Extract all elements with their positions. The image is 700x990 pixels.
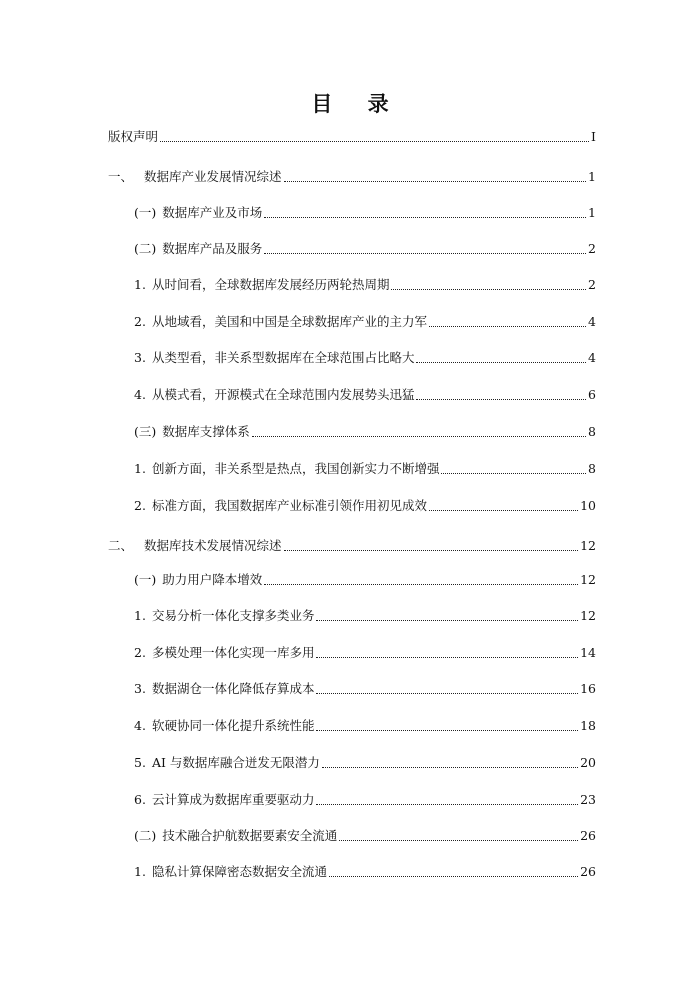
toc-entry[interactable] (134, 791, 596, 809)
toc-entry[interactable] (134, 607, 596, 625)
toc-entry-page: 10 (580, 498, 596, 513)
toc-entry-label: 创新方面，非关系型是热点，我国创新实力不断增强 (151, 461, 440, 476)
toc-entry[interactable] (134, 204, 596, 222)
toc-leader-dots (339, 828, 578, 841)
toc-entry-label: 版权声明 (108, 129, 159, 144)
toc-entry[interactable] (134, 571, 596, 589)
toc-entry-page: 8 (588, 424, 596, 439)
toc-entry-page: 20 (580, 755, 596, 770)
toc-entry-page: 23 (580, 792, 596, 807)
toc-entry-page: I (591, 129, 596, 144)
toc-entry-page: 26 (580, 828, 596, 843)
toc-leader-dots (316, 681, 578, 694)
toc-entry-label: 交易分析一体化支撑多类业务 (151, 608, 315, 623)
toc-entry-number: (一) (134, 572, 157, 587)
toc-entry-number: 2. (134, 314, 146, 329)
toc-leader-dots (316, 792, 578, 805)
toc-entry[interactable] (134, 717, 596, 735)
toc-entry-number: 1. (134, 864, 146, 879)
toc-entry-page: 8 (588, 461, 596, 476)
toc-entry-page: 4 (588, 314, 596, 329)
toc-entry-number: 6. (134, 792, 146, 807)
toc-entry-number: 3. (134, 350, 146, 365)
toc-entry-number: 一、 (108, 169, 134, 184)
toc-entry-page: 14 (580, 645, 596, 660)
toc-entry-label: 技术融合护航数据要素安全流通 (162, 828, 338, 843)
toc-leader-dots (264, 205, 586, 218)
toc-entry-number: 2. (134, 498, 146, 513)
toc-entry-page: 6 (588, 387, 596, 402)
toc-entry-page: 26 (580, 864, 596, 879)
toc-leader-dots (391, 277, 586, 290)
toc-entry-label: AI 与数据库融合迸发无限潜力 (151, 755, 320, 770)
toc-entry[interactable] (134, 276, 596, 294)
toc-entry-page: 12 (580, 608, 596, 623)
toc-entry-number: 二、 (108, 538, 134, 553)
toc-entry-number: (三) (134, 424, 157, 439)
toc-entry-label: 隐私计算保障密态数据安全流通 (151, 864, 327, 879)
toc-entry-page: 12 (580, 572, 596, 587)
toc-leader-dots (329, 864, 578, 877)
toc-entry[interactable] (134, 460, 596, 478)
toc-entry-page: 16 (580, 681, 596, 696)
toc-leader-dots (284, 538, 579, 551)
toc-leader-dots (284, 169, 587, 182)
toc-leader-dots (316, 718, 578, 731)
toc-entry-label: 软硬协同一体化提升系统性能 (151, 718, 315, 733)
toc-leader-dots (264, 572, 578, 585)
toc-entry-label: 数据库产业发展情况综述 (144, 169, 282, 184)
toc-entry[interactable] (134, 240, 596, 258)
toc-entry-page: 12 (580, 538, 596, 553)
toc-entry[interactable] (108, 168, 596, 186)
toc-entry-number: (一) (134, 205, 157, 220)
toc-leader-dots (322, 755, 578, 768)
toc-entry-page: 2 (588, 277, 596, 292)
toc-entry-number: 1. (134, 608, 146, 623)
toc-entry-label: 标准方面，我国数据库产业标准引领作用初见成效 (151, 498, 427, 513)
toc-entry-label: 从类型看，非关系型数据库在全球范围占比略大 (151, 350, 415, 365)
toc-entry[interactable] (134, 497, 596, 515)
toc-entry-label: 多模处理一体化实现一库多用 (151, 645, 315, 660)
toc-entry-label: 从模式看，开源模式在全球范围内发展势头迅猛 (151, 387, 415, 402)
toc-entry-page: 1 (588, 205, 596, 220)
toc-entry-label: 助力用户降本增效 (162, 572, 263, 587)
toc-leader-dots (252, 424, 586, 437)
toc-leader-dots (316, 608, 578, 621)
toc-entry[interactable] (108, 537, 596, 555)
toc-entry-label: 数据湖仓一体化降低存算成本 (151, 681, 315, 696)
toc-entry[interactable] (134, 644, 596, 662)
toc-leader-dots (416, 387, 586, 400)
toc-entry-page: 1 (588, 169, 596, 184)
toc-entry-number: 1. (134, 461, 146, 476)
toc-leader-dots (316, 645, 578, 658)
toc-entry[interactable] (134, 827, 596, 845)
toc-entry-number: 3. (134, 681, 146, 696)
toc-entry[interactable] (134, 680, 596, 698)
page-title: 目 录 (311, 92, 403, 116)
toc-entry-number: 1. (134, 277, 146, 292)
toc-entry[interactable] (108, 128, 596, 146)
toc-entry-label: 数据库支撑体系 (162, 424, 250, 439)
toc-entry-number: 5. (134, 755, 146, 770)
toc-entry[interactable] (134, 313, 596, 331)
toc-entry-number: (二) (134, 241, 157, 256)
toc-entry-label: 数据库产品及服务 (162, 241, 263, 256)
toc-entry[interactable] (134, 863, 596, 881)
toc-entry-page: 18 (580, 718, 596, 733)
toc-leader-dots (429, 314, 586, 327)
toc-entry-label: 从地域看，美国和中国是全球数据库产业的主力军 (151, 314, 427, 329)
toc-entry-page: 4 (588, 350, 596, 365)
toc-entry-label: 数据库产业及市场 (162, 205, 263, 220)
toc-entry-page: 2 (588, 241, 596, 256)
toc-leader-dots (429, 498, 578, 511)
toc-entry[interactable] (134, 349, 596, 367)
toc-entry[interactable] (134, 386, 596, 404)
toc-entry-number: 2. (134, 645, 146, 660)
toc-entry-number: 4. (134, 387, 146, 402)
toc-leader-dots (416, 350, 586, 363)
toc-entry-number: 4. (134, 718, 146, 733)
toc-leader-dots (160, 129, 589, 142)
toc-leader-dots (264, 241, 586, 254)
toc-entry[interactable] (134, 423, 596, 441)
toc-entry-label: 数据库技术发展情况综述 (144, 538, 282, 553)
toc-entry-label: 从时间看，全球数据库发展经历两轮热周期 (151, 277, 390, 292)
toc-entry-number: (二) (134, 828, 157, 843)
toc-entry-label: 云计算成为数据库重要驱动力 (151, 792, 315, 807)
toc-leader-dots (441, 461, 586, 474)
toc-entry[interactable] (134, 754, 596, 772)
